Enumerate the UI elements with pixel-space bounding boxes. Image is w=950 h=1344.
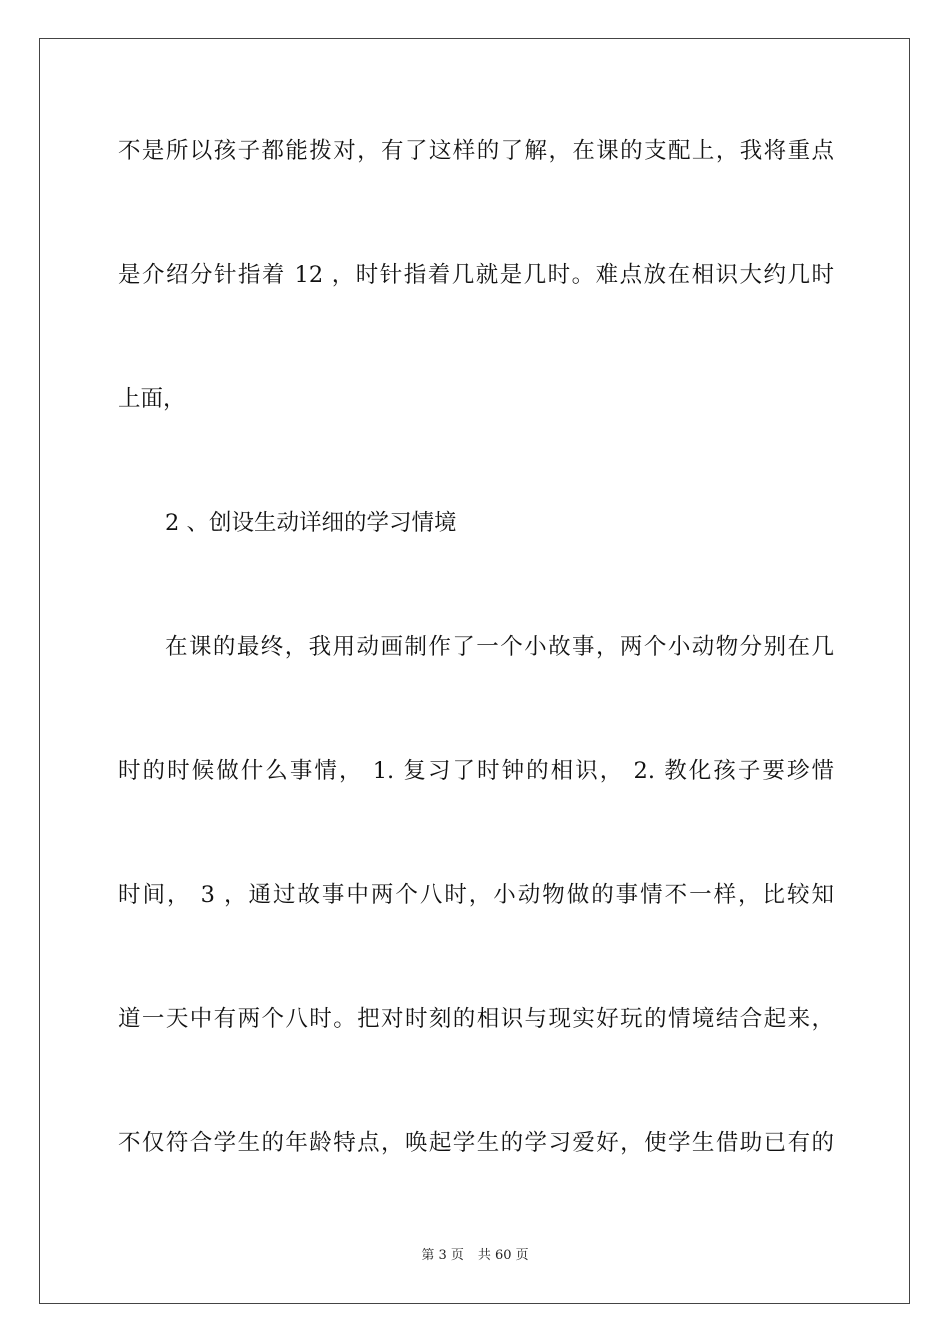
section-heading: 2 、创设生动详细的学习情境 bbox=[165, 510, 457, 536]
paragraph-line-1: 不是所以孩子都能拨对，有了这样的了解，在课的支配上，我将重点 bbox=[118, 138, 834, 164]
paragraph-line-2: 是介绍分针指着 12 ，时针指着几就是几时。难点放在相识大约几时 bbox=[118, 262, 834, 288]
paragraph-line-7: 时间， 3 ，通过故事中两个八时，小动物做的事情不一样，比较知 bbox=[118, 882, 834, 908]
page-footer bbox=[0, 1247, 950, 1265]
page-border bbox=[39, 38, 910, 1304]
page-total: 共 60 页 bbox=[477, 1248, 529, 1263]
paragraph-line-8: 道一天中有两个八时。把对时刻的相识与现实好玩的情境结合起来， bbox=[118, 1006, 834, 1032]
page-number: 第 3 页 bbox=[421, 1248, 464, 1263]
paragraph-line-6: 时的时候做什么事情， 1. 复习了时钟的相识， 2. 教化孩子要珍惜 bbox=[118, 758, 834, 784]
paragraph-line-3: 上面， bbox=[118, 386, 186, 412]
paragraph-line-5: 在课的最终，我用动画制作了一个小故事，两个小动物分别在几 bbox=[165, 634, 834, 660]
paragraph-line-9: 不仅符合学生的年龄特点，唤起学生的学习爱好，使学生借助已有的 bbox=[118, 1130, 834, 1156]
